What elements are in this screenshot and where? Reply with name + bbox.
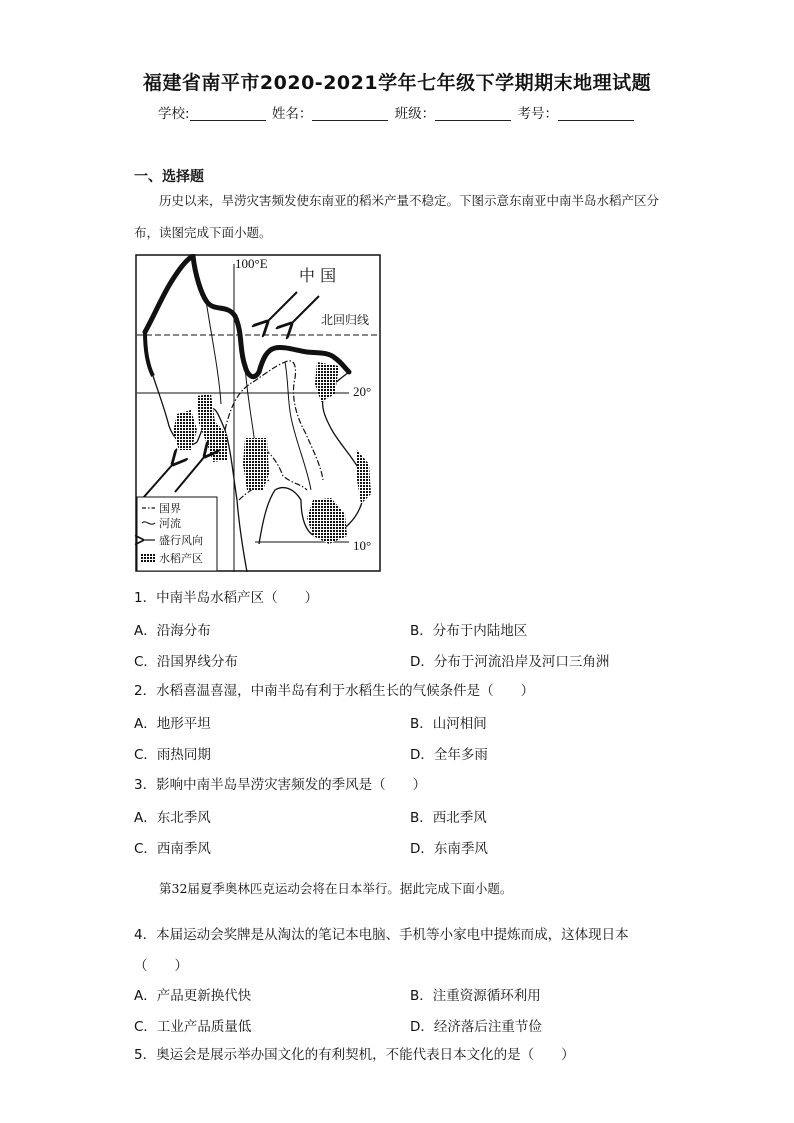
question-2-option-d[interactable]: D．全年多雨 xyxy=(410,747,488,763)
lat20-label: 20° xyxy=(353,384,372,399)
question-4-option-b[interactable]: B．注重资源循环利用 xyxy=(410,988,541,1004)
question-2-stem: 2．水稻喜温喜湿，中南半岛有利于水稻生长的气候条件是（ ） xyxy=(134,683,535,699)
legend-border: 国界 xyxy=(159,502,181,515)
legend-rice: 水稻产区 xyxy=(159,552,203,565)
question-1-option-a[interactable]: A．沿海分布 xyxy=(134,623,211,639)
question-4-option-a[interactable]: A．产品更新换代快 xyxy=(134,988,252,1004)
map-legend xyxy=(137,497,217,571)
question-4-option-d[interactable]: D．经济落后注重节俭 xyxy=(410,1019,542,1035)
exam-number-label: 考号： xyxy=(517,106,558,122)
school-blank xyxy=(190,106,266,121)
indochina-rice-map xyxy=(135,254,381,572)
china-label: 中 国 xyxy=(299,266,337,285)
question-1-stem: 1．中南半岛水稻产区（ ） xyxy=(134,590,319,606)
question-3-option-a[interactable]: A．东北季风 xyxy=(134,810,211,826)
question-3-option-d[interactable]: D．东南季风 xyxy=(410,841,488,857)
question-1-option-d[interactable]: D．分布于河流沿岸及河口三角洲 xyxy=(410,654,610,670)
question-2-option-c[interactable]: C．雨热同期 xyxy=(134,747,211,763)
lat10-label: 10° xyxy=(353,538,372,553)
question-3-option-c[interactable]: C．西南季风 xyxy=(134,841,211,857)
name-blank xyxy=(312,106,388,121)
question-1-option-c[interactable]: C．沿国界线分布 xyxy=(134,654,238,670)
question-3-stem: 3．影响中南半岛旱涝灾害频发的季风是（ ） xyxy=(134,777,427,793)
page-title: 福建省南平市2020-2021学年七年级下学期期末地理试题 xyxy=(142,72,652,94)
rice-area xyxy=(243,438,269,490)
question-4-stem: 4．本届运动会奖牌是从淘汰的笔记本电脑、手机等小家电中提炼而成，这体现日本（ ） xyxy=(134,927,629,974)
legend-wind: 盛行风向 xyxy=(159,534,203,547)
class-label: 班级： xyxy=(394,106,436,122)
name-label: 姓名： xyxy=(271,106,313,122)
legend-river: 河流 xyxy=(159,517,181,530)
passage-2: 第32届夏季奥林匹克运动会将在日本举行。据此完成下面小题。 xyxy=(159,881,513,896)
passage-1: 历史以来，旱涝灾害频发使东南亚的稻米产量不稳定。下图示意东南亚中南半岛水稻产区分布，读图完成下面小题。 xyxy=(134,193,660,240)
section-title: 一、选择题 xyxy=(134,169,204,185)
school-label: 学校: xyxy=(158,106,190,122)
class-blank xyxy=(435,106,511,121)
meridian-label: 100°E xyxy=(235,256,268,271)
question-3-option-b[interactable]: B．西北季风 xyxy=(410,810,487,826)
question-2-option-b[interactable]: B．山河相间 xyxy=(410,716,487,732)
question-5-stem: 5．奥运会是展示举办国文化的有利契机，不能代表日本文化的是（ ） xyxy=(134,1047,575,1063)
question-2-option-a[interactable]: A．地形平坦 xyxy=(134,716,211,732)
student-info-row xyxy=(0,102,794,122)
question-4-option-c[interactable]: C．工业产品质量低 xyxy=(134,1019,252,1035)
tropic-label: 北回归线 xyxy=(321,313,370,327)
exam-number-blank xyxy=(558,106,634,121)
question-1-option-b[interactable]: B．分布于内陆地区 xyxy=(410,623,528,639)
